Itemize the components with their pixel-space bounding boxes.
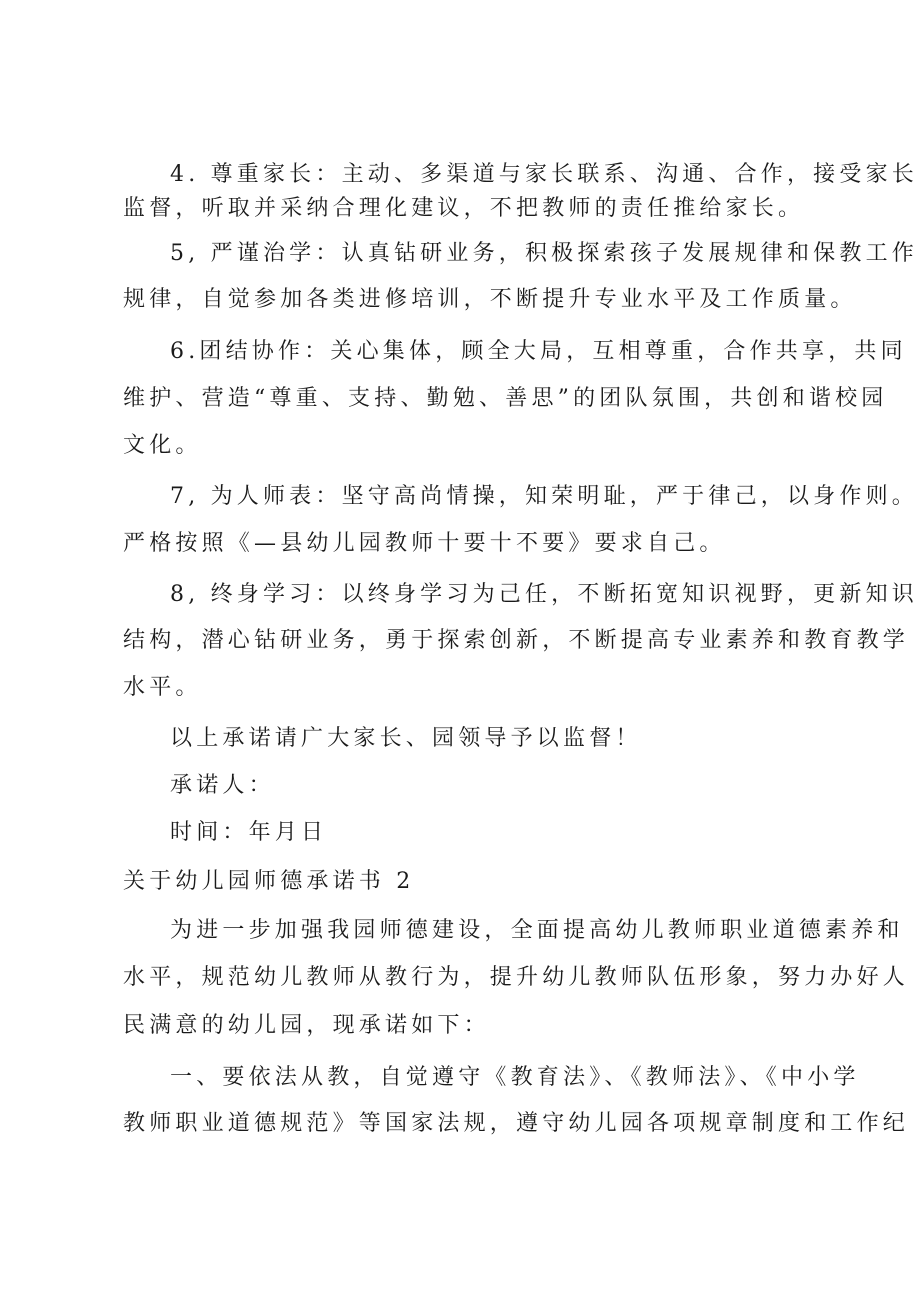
text-line: 8, 终身学习：以终身学习为己任，不断拓宽知识视野，更新知识 bbox=[170, 582, 918, 607]
text-line: 文化。 bbox=[123, 433, 202, 458]
text-line: 时间：年月日 bbox=[170, 820, 328, 845]
text-line: 以上承诺请广大家长、园领导予以监督！ bbox=[170, 726, 642, 751]
text-line: 结构，潜心钻研业务，勇于探索创新，不断提高专业素养和教育教学 bbox=[123, 628, 910, 653]
text-line: 6.团结协作：关心集体，顾全大局，互相尊重，合作共享，共同 bbox=[170, 339, 907, 364]
text-line: 严格按照《—县幼儿园教师十要十不要》要求自己。 bbox=[123, 531, 726, 556]
text-line: 教师职业道德规范》等国家法规，遵守幼儿园各项规章制度和工作纪 bbox=[123, 1111, 910, 1136]
section-heading: 关于幼儿园师德承诺书 2 bbox=[123, 869, 415, 894]
text-line: 4. 尊重家长：主动、多渠道与家长联系、沟通、合作，接受家长 bbox=[170, 162, 918, 187]
text-line: 水平，规范幼儿教师从教行为，提升幼儿教师队伍形象，努力办好人 bbox=[123, 965, 910, 990]
text-line: 规律，自觉参加各类进修培训，不断提升专业水平及工作质量。 bbox=[123, 287, 857, 312]
text-line: 水平。 bbox=[123, 675, 202, 700]
text-line: 监督，听取并采纳合理化建议，不把教师的责任推给家长。 bbox=[123, 196, 805, 221]
text-line: 5, 严谨治学：认真钻研业务，积极探索孩子发展规律和保教工作 bbox=[170, 241, 918, 266]
text-line: 一、要依法从教，自觉遵守《教育法》、《教师法》、《中小学 bbox=[170, 1065, 860, 1090]
text-line: 7, 为人师表：坚守高尚情操，知荣明耻，严于律己，以身作则。 bbox=[170, 484, 918, 509]
text-line: 承诺人： bbox=[170, 773, 275, 798]
text-line: 为进一步加强我园师德建设，全面提高幼儿教师职业道德素养和 bbox=[170, 918, 904, 943]
text-line: 维护、营造“尊重、支持、勤勉、善思”的团队氛围，共创和谐校园 bbox=[123, 386, 888, 411]
text-line: 民满意的幼儿园，现承诺如下： bbox=[123, 1013, 490, 1038]
